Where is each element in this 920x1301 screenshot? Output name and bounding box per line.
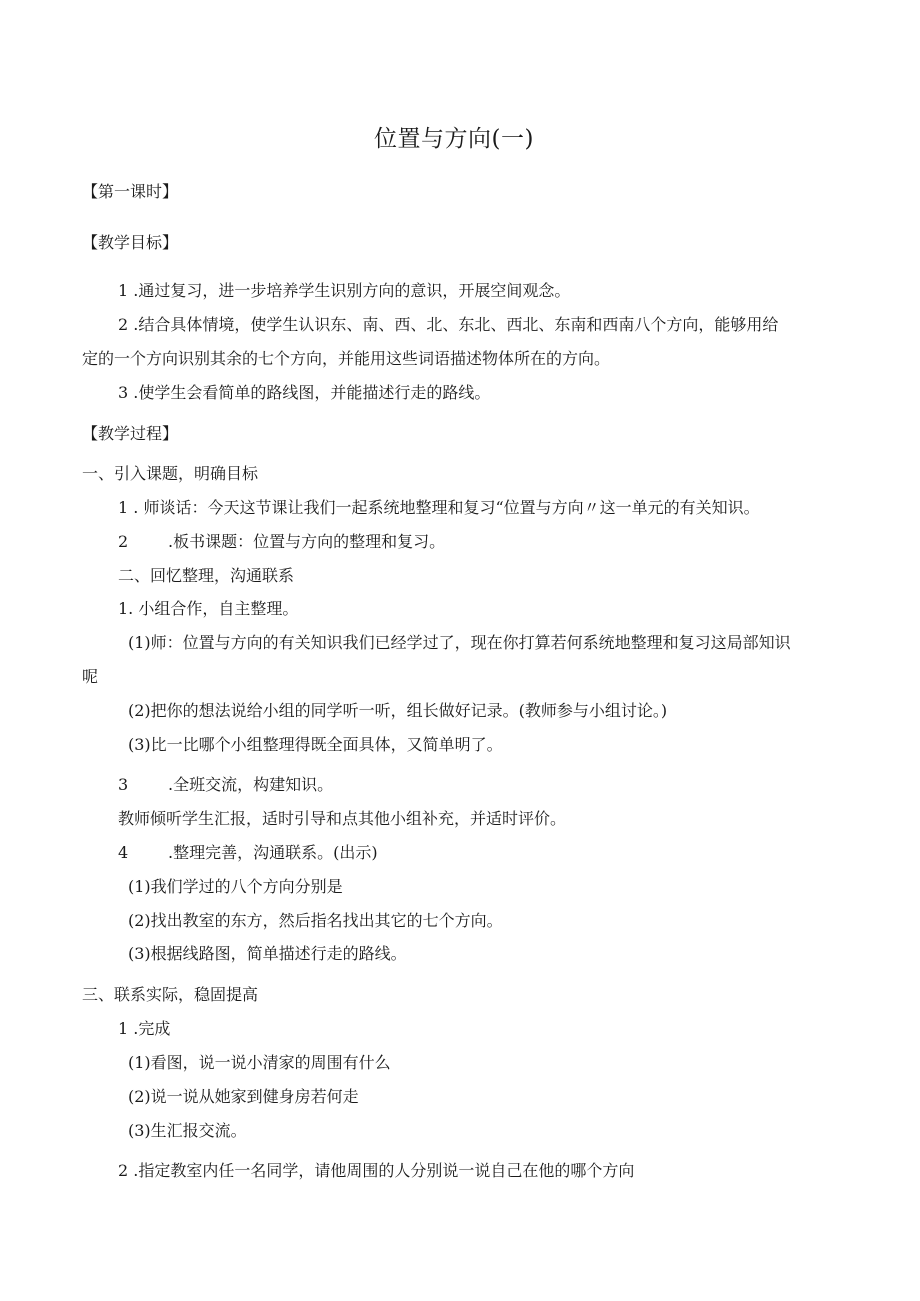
section-2-sub-4-2: (2)找出教室的东方，然后指名找出其它的七个方向。 — [128, 911, 503, 930]
section-2-item-4-text: .整理完善，沟通联系。(出示) — [168, 843, 378, 862]
section-3-item-1: 1 .完成 — [118, 1019, 171, 1038]
section-2-sub-1-line-1: (1)师：位置与方向的有关知识我们已经学过了，现在你打算若何系统地整理和复习这局部知识 — [128, 633, 791, 652]
section-3-item-2: 2 .指定教室内任一名同学，请他周围的人分别说一说自己在他的哪个方向 — [118, 1161, 635, 1180]
section-2-item-4-number: 4 — [118, 843, 129, 862]
process-heading: 【教学过程】 — [82, 424, 179, 443]
section-2-sub-1-line-2: 呢 — [82, 667, 99, 686]
section-2-heading: 二、回忆整理，沟通联系 — [118, 566, 295, 585]
objective-3: 3 .使学生会看简单的路线图，并能描述行走的路线。 — [118, 383, 491, 402]
period-label: 【第一课时】 — [82, 182, 179, 201]
section-1-item-1: 1 . 师谈话：今天这节课让我们一起系统地整理和复习“位置与方向〃这一单元的有关知识。 — [118, 498, 760, 517]
objectives-heading: 【教学目标】 — [82, 233, 179, 252]
section-1-item-2-number: 2 — [118, 532, 129, 551]
section-1-item-2-text: .板书课题：位置与方向的整理和复习。 — [168, 532, 446, 551]
section-2-sub-3: (3)比一比哪个小组整理得既全面具体，又简单明了。 — [128, 735, 503, 754]
objective-1: 1 .通过复习，进一步培养学生识别方向的意识，开展空间观念。 — [118, 281, 571, 300]
section-2-sub-4-1: (1)我们学过的八个方向分别是 — [128, 877, 343, 896]
section-3-heading: 三、联系实际，稳固提高 — [82, 985, 259, 1004]
section-1-heading: 一、引入课题，明确目标 — [82, 464, 259, 483]
objective-2-line-2: 定的一个方向识别其余的七个方向，并能用这些词语描述物体所在的方向。 — [82, 349, 611, 368]
section-2-item-3-text: .全班交流，构建知识。 — [168, 775, 334, 794]
section-3-sub-2: (2)说一说从她家到健身房若何走 — [128, 1087, 359, 1106]
section-2-sub-2: (2)把你的想法说给小组的同学听一听，组长做好记录。(教师参与小组讨论。) — [128, 701, 668, 720]
section-3-sub-3: (3)生汇报交流。 — [128, 1121, 247, 1140]
section-2-item-1: 1. 小组合作，自主整理。 — [118, 599, 299, 618]
section-2-sub-4-3: (3)根据线路图，简单描述行走的路线。 — [128, 944, 407, 963]
page-title: 位置与方向(一) — [374, 126, 534, 152]
section-3-sub-1: (1)看图，说一说小清家的周围有什么 — [128, 1053, 391, 1072]
teacher-note: 教师倾听学生汇报，适时引导和点其他小组补充，并适时评价。 — [118, 809, 567, 828]
objective-2-line-1: 2 .结合具体情境，使学生认识东、南、西、北、东北、西北、东南和西南八个方向，能够用给 — [118, 315, 779, 334]
section-2-item-3-number: 3 — [118, 775, 129, 794]
